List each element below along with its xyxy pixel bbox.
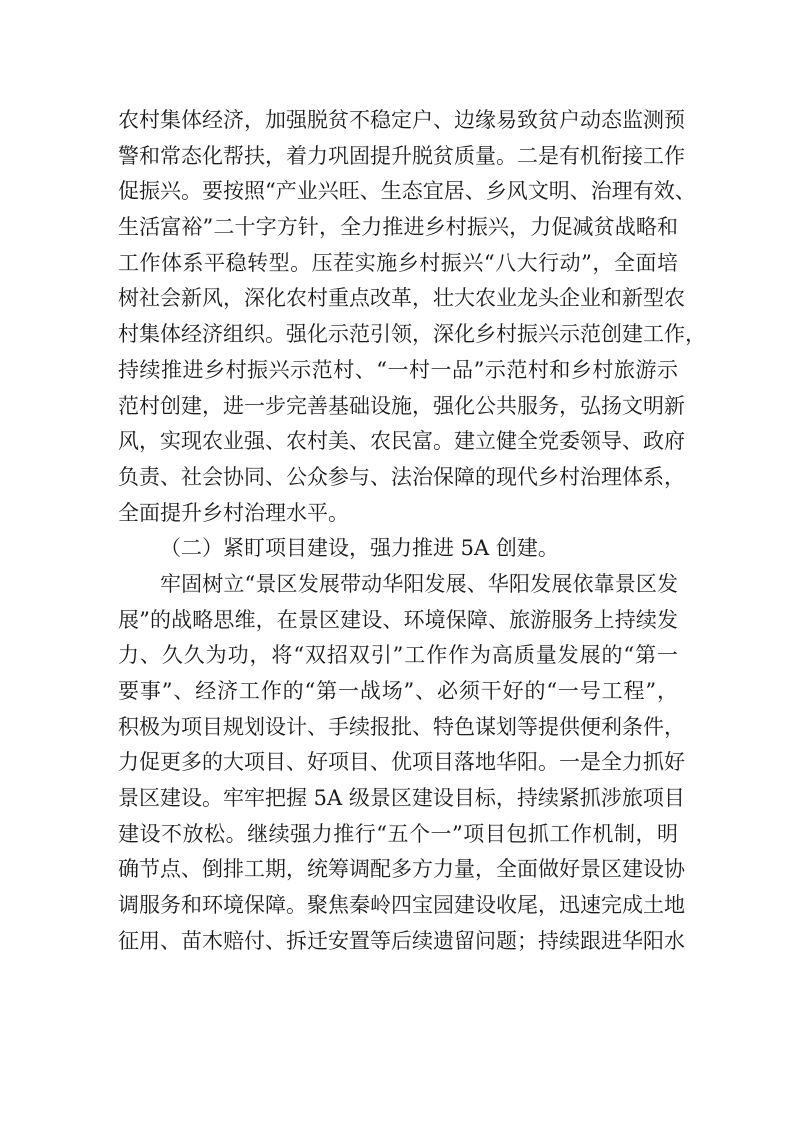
paragraph-line: 全面提升乡村治理水平。 bbox=[118, 500, 349, 525]
paragraph-line: 树社会新风，深化农村重点改革，壮大农业龙头企业和新型农 bbox=[118, 286, 685, 311]
paragraph-line: 要事”、经济工作的“第一战场”、必须干好的“一号工程”， bbox=[118, 679, 678, 703]
paragraph-line: 生活富裕”二十字方针，全力推进乡村振兴，力促减贫战略和 bbox=[118, 215, 678, 240]
paragraph-line: 警和常态化帮扶，着力巩固提升脱贫质量。二是有机衔接工作 bbox=[118, 143, 685, 168]
paragraph-line: 征用、苗木赔付、拆迁安置等后续遗留问题；持续跟进华阳水 bbox=[118, 928, 685, 953]
paragraph-line: 农村集体经济，加强脱贫不稳定户、边缘易致贫户动态监测预 bbox=[118, 108, 685, 132]
paragraph-line: 风，实现农业强、农村美、农民富。建立健全党委领导、政府 bbox=[118, 429, 685, 454]
paragraph-line: 范村创建，进一步完善基础设施，强化公共服务，弘扬文明新 bbox=[118, 393, 685, 418]
paragraph-line: 力、久久为功，将“双招双引”工作作为高质量发展的“第一 bbox=[118, 643, 678, 668]
paragraph-line: 景区建设。牢牢把握 5A 级景区建设目标，持续紧抓涉旅项目 bbox=[118, 786, 685, 811]
paragraph-line: 促振兴。要按照“产业兴旺、生态宜居、乡风文明、治理有效、 bbox=[118, 179, 696, 204]
paragraph-line: 力促更多的大项目、好项目、优项目落地华阳。一是全力抓好 bbox=[118, 750, 685, 775]
paragraph-line: 持续推进乡村振兴示范村、“一村一品”示范村和乡村旅游示 bbox=[118, 357, 678, 382]
section-heading: （二）紧盯项目建设，强力推进 5A 创建。 bbox=[160, 536, 559, 561]
document-body bbox=[118, 103, 706, 960]
paragraph-line: 确节点、倒排工期，统筹调配多方力量，全面做好景区建设协 bbox=[118, 857, 685, 882]
paragraph-line: 工作体系平稳转型。压茬实施乡村振兴“八大行动”，全面培 bbox=[118, 250, 678, 275]
paragraph-line: 村集体经济组织。强化示范引领，深化乡村振兴示范创建工作， bbox=[118, 322, 706, 347]
paragraph-line: 建设不放松。继续强力推行“五个一”项目包抓工作机制，明 bbox=[118, 821, 678, 846]
paragraph-line: 负责、社会协同、公众参与、法治保障的现代乡村治理体系， bbox=[118, 464, 685, 489]
paragraph-line: 积极为项目规划设计、手续报批、特色谋划等提供便利条件， bbox=[118, 714, 685, 739]
paragraph-line: 展”的战略思维，在景区建设、环境保障、旅游服务上持续发 bbox=[118, 607, 678, 632]
paragraph-line: 牢固树立“景区发展带动华阳发展、华阳发展依靠景区发 bbox=[160, 571, 678, 596]
paragraph-line: 调服务和环境保障。聚焦秦岭四宝园建设收尾，迅速完成土地 bbox=[118, 893, 685, 918]
